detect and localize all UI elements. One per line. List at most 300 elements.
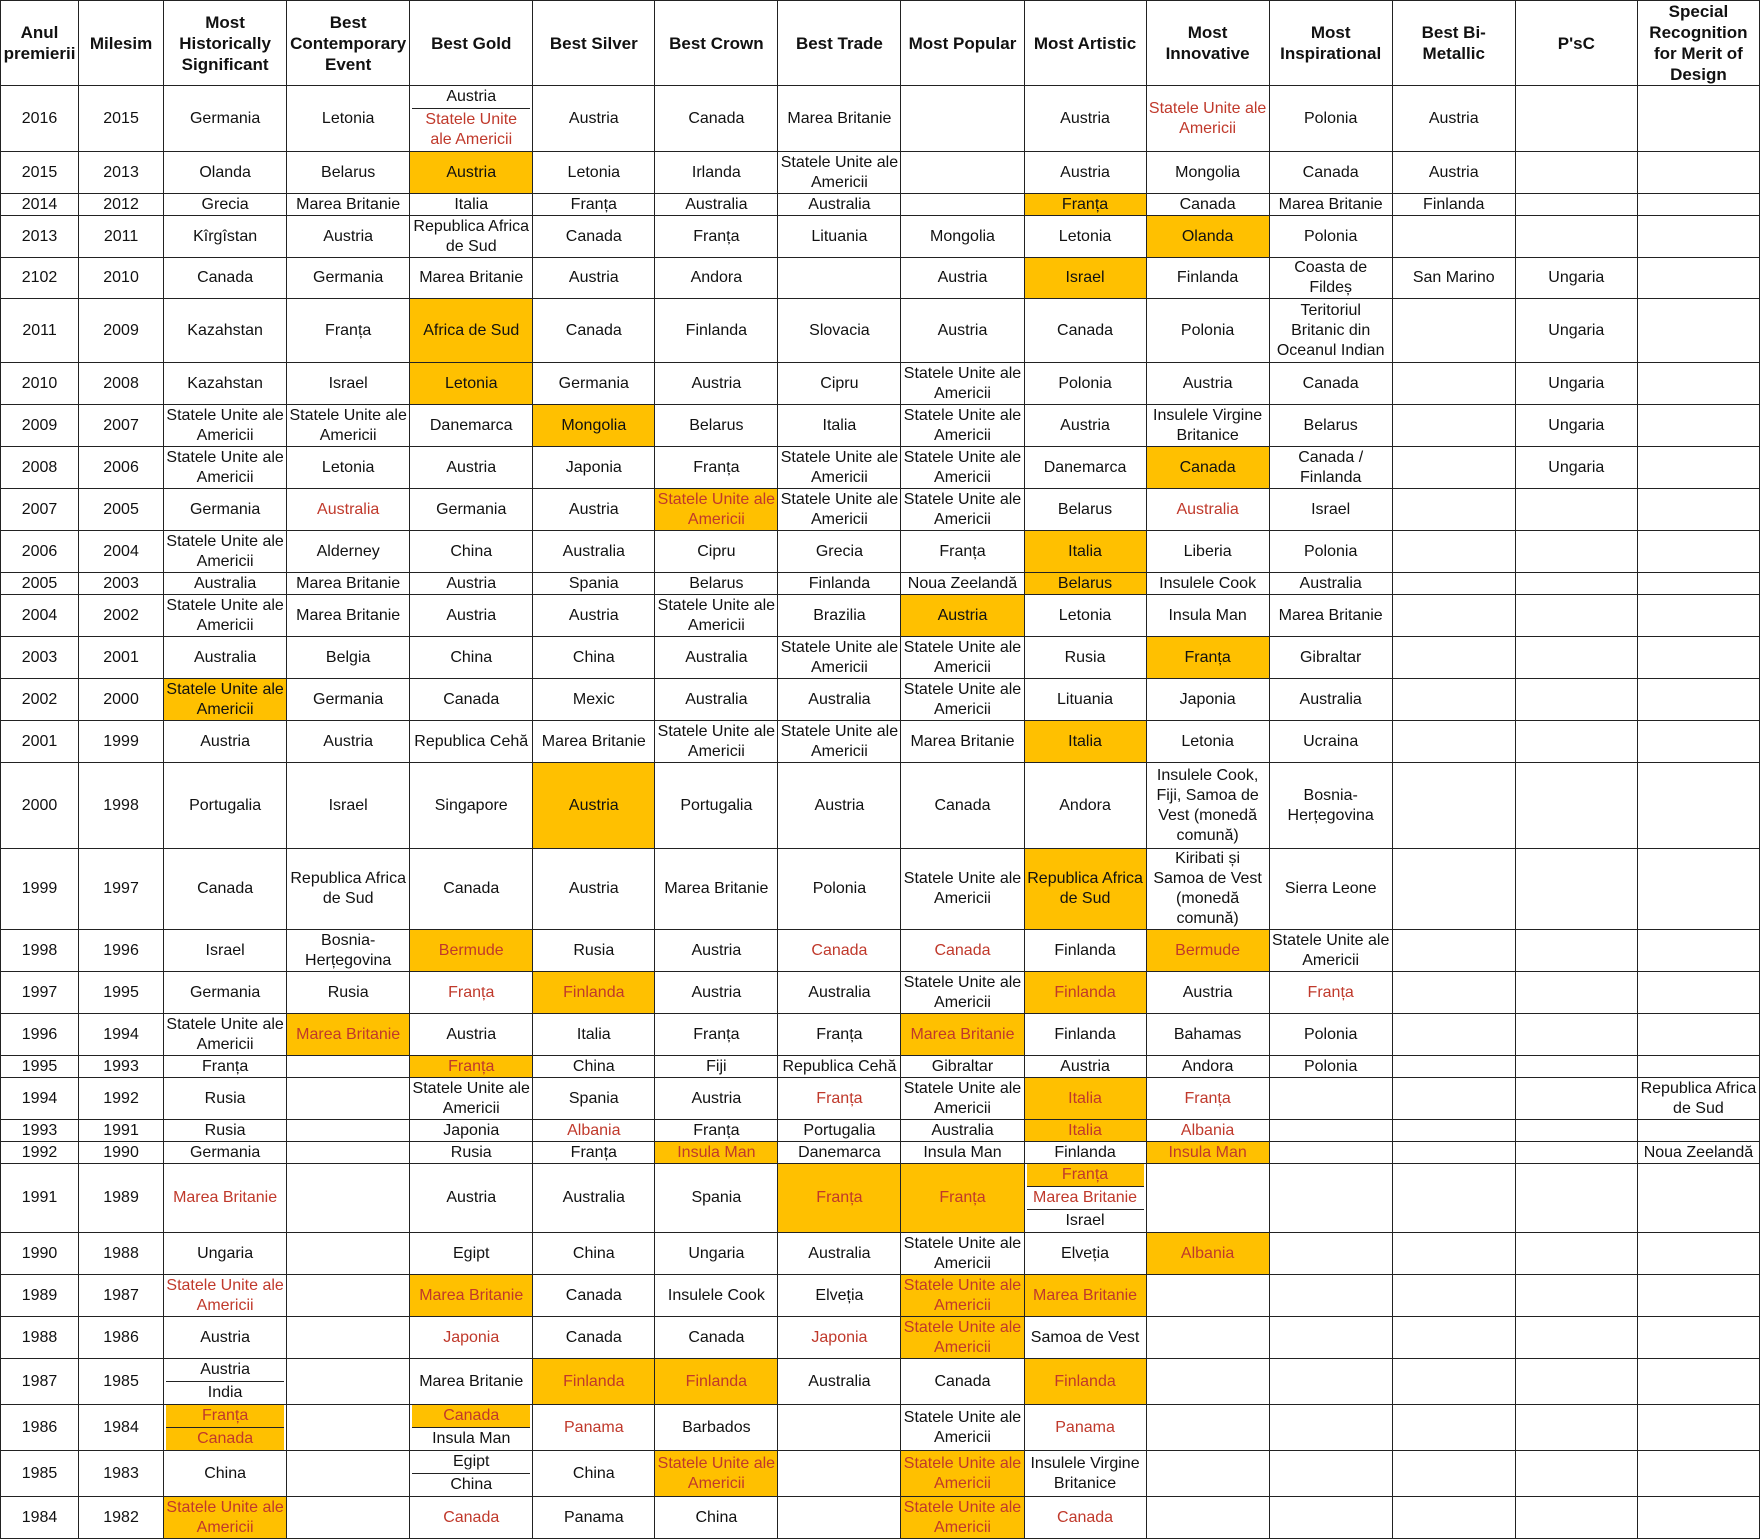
table-cell: Australia	[778, 972, 901, 1014]
table-cell	[1392, 363, 1515, 405]
table-cell: Finlanda	[655, 1359, 778, 1405]
table-row	[1, 679, 1760, 721]
table-cell: Teritoriul Britanic din Oceanul Indian	[1269, 299, 1392, 363]
table-cell	[287, 1120, 410, 1142]
table-cell: Gibraltar	[901, 1056, 1024, 1078]
table-cell: Statele Unite ale Americii	[901, 405, 1024, 447]
table-cell	[1392, 1014, 1515, 1056]
table-row	[1, 930, 1760, 972]
cell-mintage-year: 2006	[79, 447, 164, 489]
table-row	[1, 405, 1760, 447]
table-cell	[410, 1451, 533, 1497]
table-cell: Canada	[655, 86, 778, 152]
cell-award-year: 1987	[1, 1359, 79, 1405]
table-cell: Japonia	[410, 1120, 533, 1142]
table-cell	[1515, 1275, 1637, 1317]
table-cell	[1024, 1164, 1146, 1233]
table-cell	[1637, 299, 1759, 363]
cell-award-year: 1999	[1, 849, 79, 930]
table-cell: Canada	[410, 1497, 533, 1539]
table-cell: Panama	[1024, 1405, 1146, 1451]
table-cell	[1392, 721, 1515, 763]
table-cell: Austria	[901, 299, 1024, 363]
table-cell: Statele Unite ale Americii	[164, 447, 287, 489]
table-cell	[1637, 679, 1759, 721]
table-cell	[1637, 930, 1759, 972]
table-cell	[1392, 1142, 1515, 1164]
table-cell: Austria	[1024, 86, 1146, 152]
table-row	[1, 152, 1760, 194]
table-cell: Marea Britanie	[287, 1014, 410, 1056]
table-cell: Franța	[655, 216, 778, 258]
table-cell	[778, 1451, 901, 1497]
table-row	[1, 1056, 1760, 1078]
table-cell	[1637, 447, 1759, 489]
table-cell	[1637, 405, 1759, 447]
cell-award-year: 1998	[1, 930, 79, 972]
table-cell: Australia	[655, 679, 778, 721]
table-cell: Republica Africa de Sud	[410, 216, 533, 258]
table-cell	[778, 1497, 901, 1539]
table-cell	[287, 1359, 410, 1405]
table-cell	[1392, 1164, 1515, 1233]
table-cell: Insula Man	[901, 1142, 1024, 1164]
table-cell: Bahamas	[1146, 1014, 1269, 1056]
table-cell: Canada	[1024, 1497, 1146, 1539]
table-cell	[901, 86, 1024, 152]
table-cell: Franța	[533, 194, 655, 216]
table-cell: Grecia	[164, 194, 287, 216]
cell-mintage-year: 1988	[79, 1233, 164, 1275]
table-cell: Ungaria	[164, 1233, 287, 1275]
table-cell	[287, 1142, 410, 1164]
table-cell: Israel	[287, 763, 410, 849]
cell-mintage-year: 1991	[79, 1120, 164, 1142]
table-cell: Canada	[1146, 447, 1269, 489]
table-cell: Austria	[287, 721, 410, 763]
table-cell: Statele Unite ale Americii	[1269, 930, 1392, 972]
table-cell	[1515, 1056, 1637, 1078]
table-row	[1, 299, 1760, 363]
table-cell: Finlanda	[1024, 930, 1146, 972]
table-row	[1, 1120, 1760, 1142]
table-cell: Statele Unite ale Americii	[778, 447, 901, 489]
table-cell: Marea Britanie	[410, 1275, 533, 1317]
cell-mintage-year: 1998	[79, 763, 164, 849]
table-cell	[1515, 721, 1637, 763]
cell-entry: Israel	[1027, 1209, 1144, 1232]
cell-mintage-year: 1983	[79, 1451, 164, 1497]
cell-entry: Canada	[412, 1405, 530, 1427]
table-cell	[1515, 1233, 1637, 1275]
cell-award-year: 2014	[1, 194, 79, 216]
table-cell: Canada	[901, 1359, 1024, 1405]
table-cell: Marea Britanie	[287, 194, 410, 216]
table-cell	[1392, 1233, 1515, 1275]
table-cell: Belarus	[287, 152, 410, 194]
table-cell: Marea Britanie	[287, 573, 410, 595]
table-cell: Ucraina	[1269, 721, 1392, 763]
table-cell: Italia	[410, 194, 533, 216]
table-cell	[1637, 637, 1759, 679]
table-cell: Statele Unite ale Americii	[655, 1451, 778, 1497]
table-cell: Germania	[164, 972, 287, 1014]
table-row	[1, 1359, 1760, 1405]
table-cell: Statele Unite ale Americii	[901, 489, 1024, 531]
table-cell: Statele Unite ale Americii	[778, 489, 901, 531]
table-cell	[1392, 1056, 1515, 1078]
table-cell	[1392, 972, 1515, 1014]
table-cell: Austria	[410, 1164, 533, 1233]
table-cell: Franța	[1146, 637, 1269, 679]
cell-mintage-year: 2009	[79, 299, 164, 363]
table-cell	[287, 1056, 410, 1078]
table-cell: Statele Unite ale Americii	[901, 1497, 1024, 1539]
table-cell	[287, 1233, 410, 1275]
table-cell	[1515, 1497, 1637, 1539]
table-cell: Austria	[901, 595, 1024, 637]
table-cell	[1146, 1451, 1269, 1497]
table-cell	[1146, 1497, 1269, 1539]
table-cell: Australia	[901, 1120, 1024, 1142]
table-cell: San Marino	[1392, 258, 1515, 299]
table-cell: Insulele Cook	[1146, 573, 1269, 595]
table-cell: Italia	[1024, 721, 1146, 763]
cell-entry: Austria	[200, 1361, 250, 1378]
table-cell	[1515, 531, 1637, 573]
table-row	[1, 1078, 1760, 1120]
table-cell: Australia	[1146, 489, 1269, 531]
table-cell: Marea Britanie	[410, 258, 533, 299]
table-cell	[1392, 1317, 1515, 1359]
header-most-innovative: Most Innovative	[1146, 1, 1269, 86]
table-cell: Belarus	[655, 573, 778, 595]
cell-mintage-year: 1995	[79, 972, 164, 1014]
table-cell	[1637, 721, 1759, 763]
table-cell	[1515, 86, 1637, 152]
table-cell: Austria	[655, 363, 778, 405]
table-cell	[1637, 763, 1759, 849]
table-row	[1, 363, 1760, 405]
table-cell	[287, 1451, 410, 1497]
table-cell	[287, 1405, 410, 1451]
table-cell: Germania	[410, 489, 533, 531]
table-cell: Lituania	[778, 216, 901, 258]
table-cell: Statele Unite ale Americii	[901, 363, 1024, 405]
table-cell	[1515, 972, 1637, 1014]
table-cell	[1392, 849, 1515, 930]
table-row	[1, 86, 1760, 152]
header-anul-premierii: Anul premierii	[1, 1, 79, 86]
cell-award-year: 2010	[1, 363, 79, 405]
table-cell	[1269, 1233, 1392, 1275]
table-cell: Rusia	[164, 1078, 287, 1120]
table-cell: Austria	[533, 86, 655, 152]
table-row	[1, 1451, 1760, 1497]
table-cell	[1146, 1164, 1269, 1233]
table-cell: Rusia	[164, 1120, 287, 1142]
table-cell: Austria	[164, 721, 287, 763]
table-cell: Franța	[1146, 1078, 1269, 1120]
table-cell: Franța	[655, 447, 778, 489]
table-cell: Italia	[533, 1014, 655, 1056]
table-cell	[1392, 763, 1515, 849]
table-row	[1, 489, 1760, 531]
table-cell: Marea Britanie	[778, 86, 901, 152]
cell-award-year: 2007	[1, 489, 79, 531]
cell-mintage-year: 2002	[79, 595, 164, 637]
table-cell: Italia	[1024, 1120, 1146, 1142]
table-cell	[164, 1405, 287, 1451]
table-cell	[1515, 1405, 1637, 1451]
table-cell: Statele Unite ale Americii	[901, 1451, 1024, 1497]
table-cell: Austria	[655, 930, 778, 972]
table-row	[1, 258, 1760, 299]
table-cell: Austria	[1146, 363, 1269, 405]
table-cell: China	[533, 637, 655, 679]
table-cell: Statele Unite ale Americii	[1146, 86, 1269, 152]
table-cell	[1146, 1317, 1269, 1359]
table-cell	[1146, 1359, 1269, 1405]
table-cell: Noua Zeelandă	[901, 573, 1024, 595]
table-cell: Spania	[655, 1164, 778, 1233]
header-best-crown: Best Crown	[655, 1, 778, 86]
table-cell	[1146, 1405, 1269, 1451]
table-cell: Canada	[1269, 152, 1392, 194]
cell-entry: Austria	[446, 88, 497, 105]
table-cell: Marea Britanie	[901, 1014, 1024, 1056]
table-cell: Austria	[287, 216, 410, 258]
table-cell: Finlanda	[1392, 194, 1515, 216]
table-cell: Franța	[778, 1078, 901, 1120]
table-cell: Japonia	[778, 1317, 901, 1359]
cell-award-year: 1984	[1, 1497, 79, 1539]
table-row	[1, 1142, 1760, 1164]
table-cell: Mongolia	[1146, 152, 1269, 194]
cell-mintage-year: 1984	[79, 1405, 164, 1451]
table-cell	[901, 194, 1024, 216]
cell-award-year: 2013	[1, 216, 79, 258]
cell-award-year: 2015	[1, 152, 79, 194]
table-cell	[1269, 1317, 1392, 1359]
table-cell: Finlanda	[655, 299, 778, 363]
table-cell: Franța	[533, 1142, 655, 1164]
cell-mintage-year: 1985	[79, 1359, 164, 1405]
table-cell	[287, 1164, 410, 1233]
table-cell: Israel	[1269, 489, 1392, 531]
table-cell: Italia	[1024, 531, 1146, 573]
table-cell: Finlanda	[1146, 258, 1269, 299]
table-cell: Finlanda	[778, 573, 901, 595]
table-cell	[1269, 1451, 1392, 1497]
table-cell	[410, 86, 533, 152]
table-cell	[1269, 1078, 1392, 1120]
table-cell: Franța	[287, 299, 410, 363]
table-cell: Canada	[533, 299, 655, 363]
table-cell: Letonia	[287, 447, 410, 489]
table-cell: Australia	[164, 573, 287, 595]
table-cell: Israel	[287, 363, 410, 405]
cell-award-year: 2011	[1, 299, 79, 363]
table-cell: Canada / Finlanda	[1269, 447, 1392, 489]
table-cell	[287, 1275, 410, 1317]
table-cell: Sierra Leone	[1269, 849, 1392, 930]
table-cell: Elveția	[1024, 1233, 1146, 1275]
table-cell: Austria	[410, 447, 533, 489]
table-cell: Australia	[778, 679, 901, 721]
table-cell: Danemarca	[778, 1142, 901, 1164]
cell-mintage-year: 1993	[79, 1056, 164, 1078]
table-cell	[1269, 1120, 1392, 1142]
table-cell: Canada	[901, 930, 1024, 972]
table-cell	[1515, 1164, 1637, 1233]
table-cell	[1637, 573, 1759, 595]
table-cell: Finlanda	[1024, 1142, 1146, 1164]
cell-award-year: 1992	[1, 1142, 79, 1164]
table-cell	[287, 1317, 410, 1359]
table-cell: Belarus	[1269, 405, 1392, 447]
table-cell	[1637, 1233, 1759, 1275]
table-cell: Insulele Virgine Britanice	[1024, 1451, 1146, 1497]
header-best-gold: Best Gold	[410, 1, 533, 86]
table-cell: Statele Unite ale Americii	[287, 405, 410, 447]
table-cell: Statele Unite ale Americii	[655, 595, 778, 637]
table-cell: Germania	[533, 363, 655, 405]
cell-mintage-year: 2008	[79, 363, 164, 405]
cell-entry: Statele Unite ale Americii	[412, 108, 530, 151]
cell-award-year: 1985	[1, 1451, 79, 1497]
table-cell: Austria	[901, 258, 1024, 299]
table-cell	[1515, 930, 1637, 972]
table-cell	[1515, 194, 1637, 216]
table-cell: Republica Africa de Sud	[287, 849, 410, 930]
cell-mintage-year: 2000	[79, 679, 164, 721]
table-row	[1, 721, 1760, 763]
table-cell	[1637, 216, 1759, 258]
table-row	[1, 1317, 1760, 1359]
table-cell: Belgia	[287, 637, 410, 679]
table-cell: Ungaria	[1515, 447, 1637, 489]
header-best-contemporary-event: Best Contemporary Event	[287, 1, 410, 86]
table-cell	[1392, 930, 1515, 972]
table-cell: Franța	[164, 1056, 287, 1078]
table-row	[1, 1233, 1760, 1275]
table-cell	[1392, 405, 1515, 447]
table-cell: Rusia	[287, 972, 410, 1014]
table-cell: Australia	[1269, 679, 1392, 721]
table-cell: Rusia	[1024, 637, 1146, 679]
table-cell	[1637, 972, 1759, 1014]
table-row	[1, 216, 1760, 258]
table-cell: Canada	[1024, 299, 1146, 363]
table-row	[1, 194, 1760, 216]
table-cell: Letonia	[533, 152, 655, 194]
table-cell	[1637, 1451, 1759, 1497]
table-cell: Panama	[533, 1405, 655, 1451]
table-cell: Franța	[655, 1120, 778, 1142]
header-most-artistic: Most Artistic	[1024, 1, 1146, 86]
table-cell: Belarus	[655, 405, 778, 447]
table-cell: Austria	[655, 972, 778, 1014]
table-cell: Austria	[1392, 152, 1515, 194]
table-cell: China	[410, 637, 533, 679]
table-cell	[1637, 489, 1759, 531]
cell-mintage-year: 1990	[79, 1142, 164, 1164]
table-cell: Statele Unite ale Americii	[655, 489, 778, 531]
table-cell: Grecia	[778, 531, 901, 573]
table-cell: Mexic	[533, 679, 655, 721]
table-cell	[1637, 1164, 1759, 1233]
table-cell	[1637, 1497, 1759, 1539]
table-cell	[1269, 1164, 1392, 1233]
table-cell: Finlanda	[533, 972, 655, 1014]
table-cell	[1515, 216, 1637, 258]
table-cell: China	[410, 531, 533, 573]
table-cell: Kîrgîstan	[164, 216, 287, 258]
table-cell: Austria	[1024, 152, 1146, 194]
table-cell: Mongolia	[901, 216, 1024, 258]
table-row	[1, 1014, 1760, 1056]
table-cell: Australia	[655, 637, 778, 679]
table-cell: Belarus	[1024, 489, 1146, 531]
table-cell: China	[164, 1451, 287, 1497]
table-cell: Germania	[164, 489, 287, 531]
table-cell: Bermude	[410, 930, 533, 972]
table-cell: Portugalia	[778, 1120, 901, 1142]
cell-entry: Franța	[166, 1405, 284, 1427]
table-cell: Franța	[410, 972, 533, 1014]
table-cell: Danemarca	[410, 405, 533, 447]
table-cell: Kazahstan	[164, 363, 287, 405]
table-cell: Austria	[533, 763, 655, 849]
table-cell: Cipru	[655, 531, 778, 573]
table-cell	[778, 258, 901, 299]
cell-mintage-year: 2001	[79, 637, 164, 679]
table-cell: Canada	[164, 849, 287, 930]
table-cell: Austria	[410, 1014, 533, 1056]
table-cell: Statele Unite ale Americii	[164, 679, 287, 721]
cell-mintage-year: 2015	[79, 86, 164, 152]
cell-entry: Franța	[1027, 1164, 1144, 1186]
table-cell: Japonia	[1146, 679, 1269, 721]
header-most-popular: Most Popular	[901, 1, 1024, 86]
cell-award-year: 2003	[1, 637, 79, 679]
table-row	[1, 972, 1760, 1014]
table-cell: Albania	[1146, 1120, 1269, 1142]
table-cell: Polonia	[1024, 363, 1146, 405]
table-cell: Austria	[533, 849, 655, 930]
table-row	[1, 447, 1760, 489]
table-cell: Marea Britanie	[901, 721, 1024, 763]
table-cell: China	[655, 1497, 778, 1539]
table-cell	[1637, 849, 1759, 930]
table-cell: Statele Unite ale Americii	[655, 721, 778, 763]
table-cell: Letonia	[287, 86, 410, 152]
table-cell: Canada	[655, 1317, 778, 1359]
table-cell: Austria	[1146, 972, 1269, 1014]
table-cell	[1269, 1275, 1392, 1317]
table-cell: Elveția	[778, 1275, 901, 1317]
table-cell: Germania	[287, 258, 410, 299]
table-cell: Statele Unite ale Americii	[164, 1275, 287, 1317]
header-row	[1, 1, 1760, 86]
table-cell: Franța	[901, 531, 1024, 573]
table-cell: Australia	[655, 194, 778, 216]
table-cell: Statele Unite ale Americii	[778, 152, 901, 194]
header-most-historically-significant: Most Historically Significant	[164, 1, 287, 86]
table-cell: Canada	[410, 849, 533, 930]
table-cell: Franța	[901, 1164, 1024, 1233]
